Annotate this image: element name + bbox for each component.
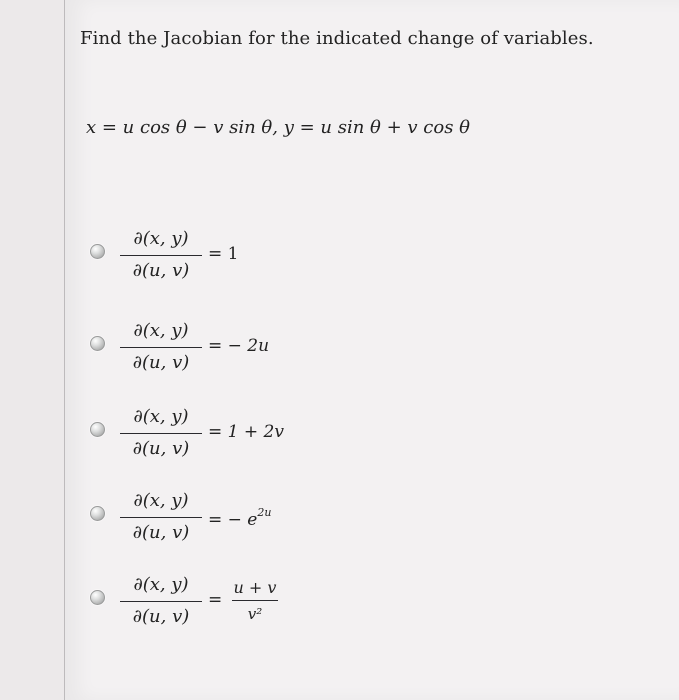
- choice-5-value-bar: [232, 600, 278, 601]
- jacobian-fraction-3: [120, 404, 202, 466]
- jacobian-denominator-2: ∂(u, v): [132, 352, 190, 373]
- jacobian-fraction-2: [120, 318, 202, 380]
- radio-button-2[interactable]: [90, 336, 105, 351]
- radio-button-1[interactable]: [90, 244, 105, 259]
- choice-1[interactable]: [88, 226, 508, 294]
- jacobian-numerator-4: ∂(x, y): [133, 490, 189, 511]
- choice-5-value-numerator: u + v: [233, 578, 277, 597]
- choice-4[interactable]: [88, 488, 508, 556]
- jacobian-fraction-4: [120, 488, 202, 550]
- jacobian-denominator-4: ∂(u, v): [132, 522, 190, 543]
- jacobian-denominator-1: ∂(u, v): [132, 260, 190, 281]
- fraction-bar-3: [120, 433, 202, 434]
- fraction-bar-1: [120, 255, 202, 256]
- jacobian-denominator-5: ∂(u, v): [132, 606, 190, 627]
- choice-2-value: = − 2u: [208, 336, 270, 356]
- jacobian-fraction-5: [120, 572, 202, 634]
- choice-4-value-base: = − e: [208, 510, 258, 530]
- fraction-bar-5: [120, 601, 202, 602]
- choice-5-equals: =: [208, 590, 223, 610]
- choice-4-exponent: 2u: [257, 506, 272, 519]
- jacobian-numerator-3: ∂(x, y): [133, 406, 189, 427]
- choice-4-value: [208, 506, 271, 530]
- fraction-bar-4: [120, 517, 202, 518]
- jacobian-fraction-1: [120, 226, 202, 288]
- question-prompt: Find the Jacobian for the indicated change of variables.: [80, 28, 594, 49]
- radio-button-3[interactable]: [90, 422, 105, 437]
- choice-2[interactable]: [88, 318, 508, 386]
- choice-3-value: = 1 + 2v: [208, 422, 284, 442]
- radio-button-4[interactable]: [90, 506, 105, 521]
- fraction-bar-2: [120, 347, 202, 348]
- jacobian-numerator-1: ∂(x, y): [133, 228, 189, 249]
- choice-1-value: = 1: [208, 244, 239, 264]
- jacobian-numerator-5: ∂(x, y): [133, 574, 189, 595]
- choice-5-value-denominator: v²: [247, 605, 263, 623]
- choice-5-value-fraction: [230, 572, 280, 634]
- jacobian-denominator-3: ∂(u, v): [132, 438, 190, 459]
- choice-3[interactable]: [88, 404, 508, 472]
- radio-button-5[interactable]: [90, 590, 105, 605]
- change-of-variables-equation: x = u cos θ − v sin θ, y = u sin θ + v cos θ: [86, 117, 470, 138]
- choice-5[interactable]: [88, 572, 508, 640]
- jacobian-numerator-2: ∂(x, y): [133, 320, 189, 341]
